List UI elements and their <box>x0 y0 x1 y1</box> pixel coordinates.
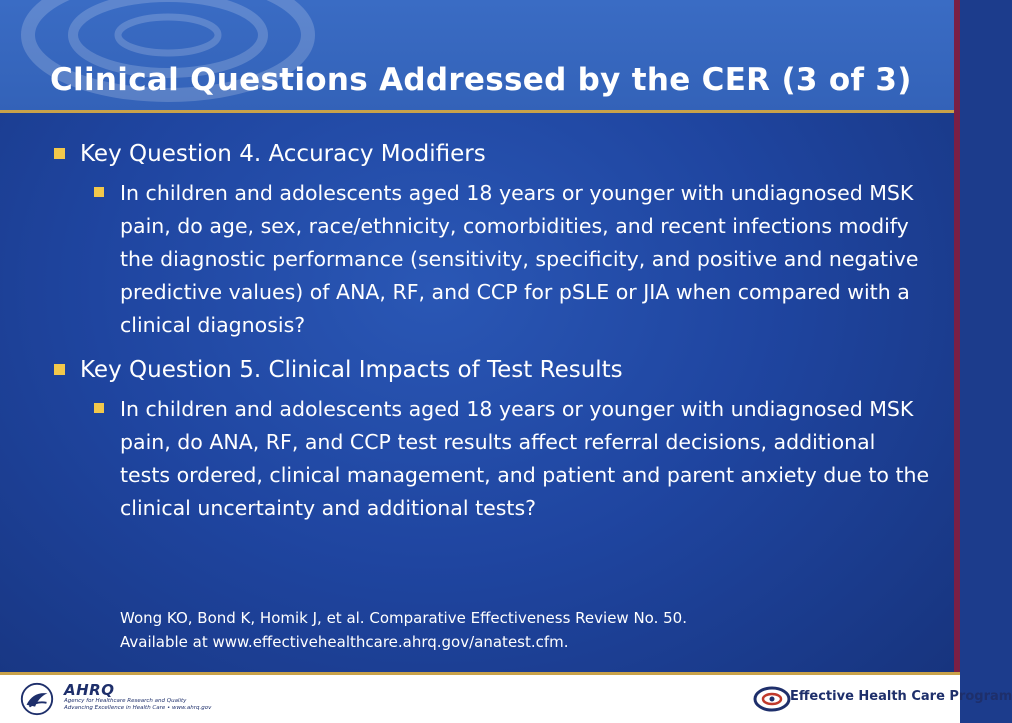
key-question-5 <box>50 354 930 386</box>
slide-content <box>50 138 930 537</box>
ahrq-motto: Advancing Excellence in Health Care • www.ahrq.gov <box>64 705 212 711</box>
effective-health-care-program-label: Effective Health Care Program <box>790 689 1012 704</box>
key-question-4 <box>50 138 930 170</box>
citation <box>120 606 900 654</box>
slide-edge-accent <box>954 0 960 720</box>
square-bullet-icon <box>94 403 104 413</box>
key-question-4-detail <box>90 177 930 342</box>
footer <box>0 672 1012 723</box>
citation-reference: Wong KO, Bond K, Homik J, et al. Comparative Effectiveness Review No. 50. <box>120 609 687 627</box>
title-divider <box>0 110 960 113</box>
key-question-4-heading: Key Question 4. Accuracy Modifiers <box>80 141 486 167</box>
square-bullet-icon <box>94 187 104 197</box>
square-bullet-icon <box>54 148 65 159</box>
ahrq-wordmark: AHRQ <box>64 681 115 699</box>
key-question-4-text: In children and adolescents aged 18 years or younger with undiagnosed MSK pain, do age, sex, race/ethnicity, comorbidities, and recent infections modify the diagnostic performance (sensitivity, specificity, and positive and negative predictive values) of ANA, RF, and CCP for pSLE or JIA when compared with a clinical diagnosis? <box>120 181 919 337</box>
ahrq-logo <box>64 681 214 719</box>
ahrq-tagline <box>64 698 224 712</box>
effective-health-care-logo-icon <box>752 683 792 715</box>
ahrq-agency-name: Agency for Healthcare Research and Quality <box>64 698 187 704</box>
square-bullet-icon <box>54 364 65 375</box>
citation-url: Available at www.effectivehealthcare.ahrq.gov/anatest.cfm. <box>120 633 569 651</box>
slide-title: Clinical Questions Addressed by the CER (3 of 3) <box>50 62 912 98</box>
key-question-5-text: In children and adolescents aged 18 years or younger with undiagnosed MSK pain, do ANA, RF, and CCP test results affect referral decisions, additional tests ordered, clinical management, and patient and parent anxiety due to the clinical uncertainty and additional tests? <box>120 397 930 520</box>
key-question-5-heading: Key Question 5. Clinical Impacts of Test Results <box>80 357 623 383</box>
key-question-5-detail <box>90 393 930 525</box>
hhs-eagle-logo-icon <box>18 681 56 717</box>
